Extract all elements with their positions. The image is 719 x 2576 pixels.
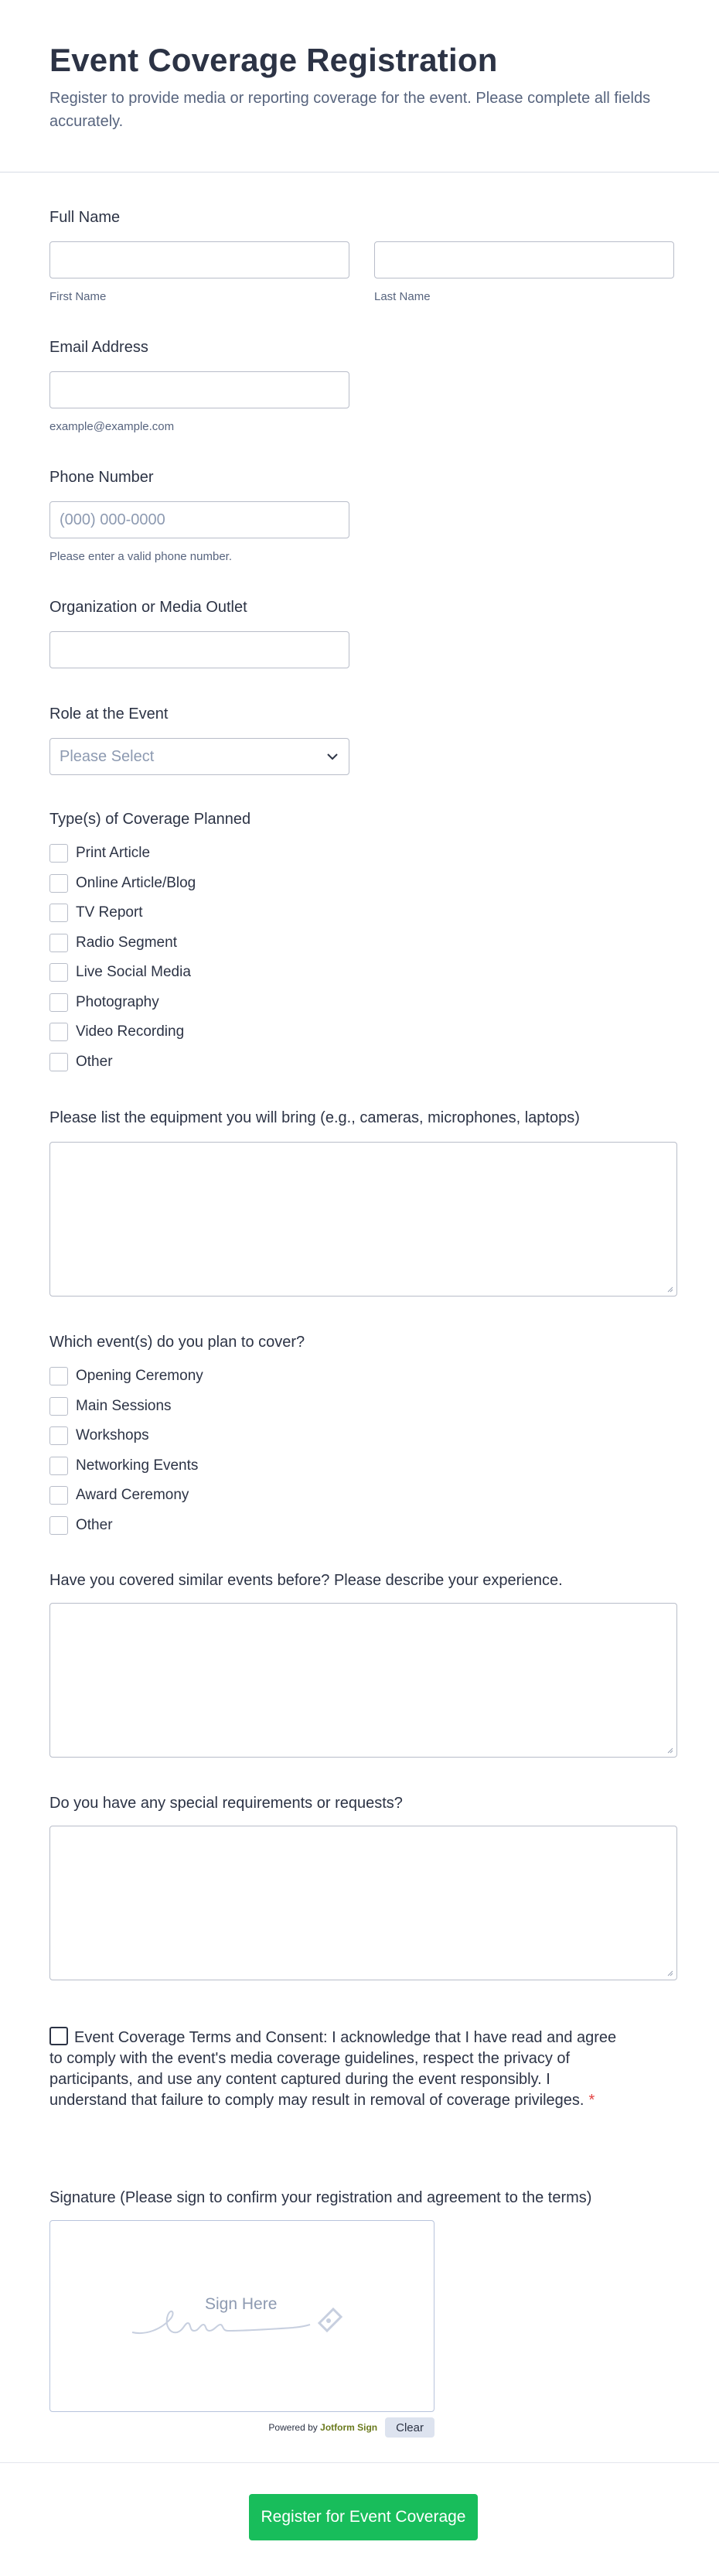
equipment-label: Please list the equipment you will bring (e.g., cameras, microphones, laptops)	[49, 1109, 580, 1126]
resize-handle-icon[interactable]	[666, 1969, 673, 1976]
coverage-types-label: Type(s) of Coverage Planned	[49, 811, 251, 828]
event-option-label: Other	[76, 1516, 113, 1533]
event-checkbox[interactable]	[49, 1397, 68, 1416]
experience-group	[49, 1603, 677, 1758]
terms-text-block	[49, 2027, 622, 2111]
events-field	[49, 1332, 305, 1352]
event-option-label: Opening Ceremony	[76, 1368, 203, 1385]
event-checkbox[interactable]	[49, 1516, 68, 1535]
event-option-label: Workshops	[76, 1427, 149, 1444]
event-checkbox[interactable]	[49, 1486, 68, 1505]
terms-field	[49, 2027, 622, 2111]
organization-group	[49, 631, 349, 668]
event-checkbox[interactable]	[49, 1457, 68, 1475]
coverage-type-option[interactable]	[49, 928, 196, 958]
event-option-label: Networking Events	[76, 1457, 199, 1474]
coverage-type-option-label: Print Article	[76, 845, 151, 862]
terms-text: Event Coverage Terms and Consent: I acknowledge that I have read and agree to comply with the event's media coverage guidelines, respect the privacy of participants, and use any content captured during the event responsibly. I understand that failure to comply may result in removal of coverage privileges.	[49, 2029, 617, 2109]
event-option[interactable]	[49, 1361, 203, 1392]
last-name-input[interactable]	[374, 241, 674, 278]
coverage-type-option-label: Radio Segment	[76, 934, 177, 951]
coverage-type-option-label: TV Report	[76, 904, 143, 921]
email-field	[49, 337, 148, 357]
signature-pad[interactable]	[49, 2220, 434, 2412]
phone-sublabel: Please enter a valid phone number.	[49, 550, 232, 563]
equipment-group	[49, 1142, 677, 1297]
organization-field	[49, 597, 247, 617]
coverage-types-field	[49, 809, 250, 829]
signature-footer	[49, 2417, 434, 2438]
clear-signature-button[interactable]: Clear	[385, 2417, 434, 2438]
last-name-sublabel: Last Name	[374, 290, 431, 303]
coverage-types-options	[49, 839, 196, 1077]
coverage-type-option[interactable]	[49, 958, 196, 988]
chevron-down-icon	[325, 750, 339, 764]
powered-brand[interactable]: Jotform Sign	[320, 2422, 378, 2433]
coverage-type-option-label: Online Article/Blog	[76, 874, 196, 891]
coverage-type-checkbox[interactable]	[49, 874, 68, 893]
event-option-label: Main Sessions	[76, 1397, 172, 1414]
submit-button[interactable]: Register for Event Coverage	[249, 2494, 478, 2540]
organization-input[interactable]	[49, 631, 349, 668]
coverage-type-option-label: Photography	[76, 993, 159, 1010]
events-label: Which event(s) do you plan to cover?	[49, 1334, 305, 1351]
event-option[interactable]	[49, 1421, 203, 1451]
requirements-field	[49, 1793, 403, 1813]
powered-prefix: Powered by	[268, 2422, 318, 2433]
coverage-type-checkbox[interactable]	[49, 1053, 68, 1071]
experience-field	[49, 1570, 563, 1590]
experience-textarea[interactable]	[49, 1603, 677, 1758]
signature-field	[49, 2188, 591, 2208]
resize-handle-icon[interactable]	[666, 1746, 673, 1754]
equipment-textarea[interactable]	[49, 1142, 677, 1297]
experience-label: Have you covered similar events before? Please describe your experience.	[49, 1572, 563, 1589]
events-options	[49, 1361, 203, 1540]
event-checkbox[interactable]	[49, 1426, 68, 1445]
coverage-type-option-label: Video Recording	[76, 1023, 185, 1040]
requirements-group	[49, 1826, 677, 1980]
first-name-sublabel: First Name	[49, 290, 107, 303]
coverage-type-checkbox[interactable]	[49, 963, 68, 982]
phone-group	[49, 501, 349, 563]
coverage-type-checkbox[interactable]	[49, 993, 68, 1012]
coverage-type-option[interactable]	[49, 988, 196, 1018]
phone-input[interactable]	[49, 501, 349, 538]
role-select[interactable]	[49, 738, 349, 775]
equipment-field	[49, 1108, 580, 1128]
organization-label: Organization or Media Outlet	[49, 599, 247, 616]
full-name-field	[49, 207, 120, 227]
email-label: Email Address	[49, 339, 148, 356]
email-input[interactable]	[49, 371, 349, 408]
email-group	[49, 371, 349, 433]
role-group	[49, 738, 349, 775]
signature-group	[49, 2220, 434, 2412]
coverage-type-option-label: Other	[76, 1053, 113, 1070]
form-footer	[0, 2462, 719, 2576]
email-sublabel: example@example.com	[49, 420, 175, 433]
signature-placeholder: Sign Here	[205, 2295, 278, 2313]
form-title: Event Coverage Registration	[49, 42, 498, 78]
coverage-type-checkbox[interactable]	[49, 934, 68, 952]
first-name-group	[49, 241, 349, 303]
requirements-label: Do you have any special requirements or requests?	[49, 1795, 403, 1812]
coverage-type-option[interactable]	[49, 869, 196, 899]
resize-handle-icon[interactable]	[666, 1285, 673, 1293]
last-name-group	[374, 241, 674, 303]
powered-by-text	[268, 2422, 377, 2433]
event-option[interactable]	[49, 1481, 203, 1511]
coverage-type-option[interactable]	[49, 839, 196, 869]
event-option[interactable]	[49, 1392, 203, 1422]
phone-field	[49, 467, 154, 487]
terms-checkbox[interactable]	[49, 2027, 68, 2045]
coverage-type-option[interactable]	[49, 898, 196, 928]
coverage-type-checkbox[interactable]	[49, 904, 68, 922]
coverage-type-checkbox[interactable]	[49, 844, 68, 863]
phone-label: Phone Number	[49, 469, 154, 486]
event-option[interactable]	[49, 1511, 203, 1541]
event-option[interactable]	[49, 1451, 203, 1481]
coverage-type-checkbox[interactable]	[49, 1023, 68, 1041]
first-name-input[interactable]	[49, 241, 349, 278]
coverage-type-option[interactable]	[49, 1047, 196, 1078]
signature-label: Signature (Please sign to confirm your registration and agreement to the terms)	[49, 2189, 592, 2206]
role-label: Role at the Event	[49, 705, 169, 723]
role-select-value: Please Select	[60, 747, 155, 765]
coverage-type-option[interactable]	[49, 1017, 196, 1047]
role-field	[49, 704, 168, 724]
form-header	[0, 0, 719, 173]
required-mark: *	[588, 2092, 595, 2109]
requirements-textarea[interactable]	[49, 1826, 677, 1980]
coverage-type-option-label: Live Social Media	[76, 964, 191, 981]
event-option-label: Award Ceremony	[76, 1487, 189, 1504]
form-subtitle: Register to provide media or reporting coverage for the event. Please complete all fields accurately.	[49, 90, 651, 130]
event-checkbox[interactable]	[49, 1367, 68, 1385]
full-name-label: Full Name	[49, 209, 121, 226]
